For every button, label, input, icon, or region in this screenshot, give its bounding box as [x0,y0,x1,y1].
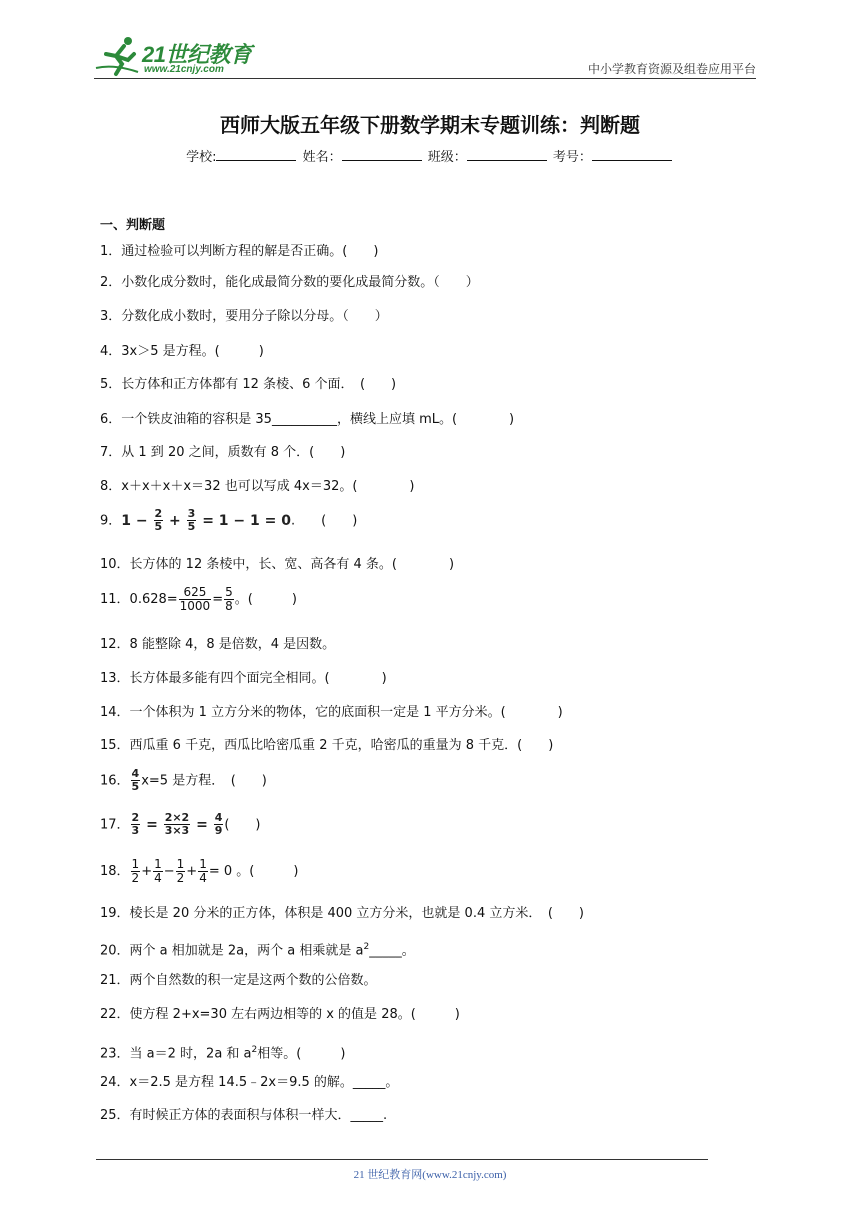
question-1: 1．通过检验可以判断方程的解是否正确。( ) [100,244,379,259]
question-2: 2．小数化成分数时，能化成最简分数的要化成最简分数。（ ） [100,275,479,290]
math-operator: + [186,864,198,879]
logo-url: www.21cnjy.com [144,64,224,75]
math-expression [130,767,142,793]
question-19: 19．棱长是 20 分米的正方体，体积是 400 立方分米，也就是 0.4 立方米． ( ) [100,906,585,921]
denominator: 8 [225,599,233,613]
name-label: 姓名： [302,150,342,165]
question-16 [100,768,267,793]
math-operator: − [163,864,175,879]
fraction [164,812,191,837]
fraction [176,858,186,885]
section-title: 一、判断题 [100,218,166,233]
denominator: 2 [131,871,140,885]
exam-label: 考号： [552,150,592,165]
page-header [94,34,756,78]
student-info [0,146,860,165]
question-18 [100,858,298,885]
question-number: 18． [100,864,130,879]
numerator: 1 [199,857,207,871]
math-expression [130,811,225,837]
question-15: 15．西瓜重 6 千克，西瓜比哈密瓜重 2 千克，哈密瓜的重量为 8 千克．( ) [100,738,554,753]
math-operator: = [212,592,224,607]
class-label: 班级： [427,150,467,165]
question-text: 23．当 a＝2 时，2a 和 a [100,1046,252,1062]
platform-label: 中小学教育资源及组卷应用平台 [587,62,756,76]
question-23 [100,1041,345,1063]
question-22: 22．使方程 2+x=30 左右两边相等的 x 的值是 28。( ) [100,1007,460,1022]
math-operator: = [146,816,158,833]
header-divider [94,78,756,79]
numerator: 2 [154,507,163,520]
numerator: 1 [154,857,162,871]
fraction [131,768,141,793]
fraction [131,812,141,837]
question-tail: 。( ) [234,592,297,607]
question-tail: _____。 [369,943,415,959]
math-term: 1 − [121,512,148,529]
fraction [179,586,212,613]
superscript: 2 [251,1045,258,1055]
denominator: 3 [131,824,140,837]
footer-divider [96,1159,708,1160]
numerator: 5 [225,585,233,599]
question-13: 13．长方体最多能有四个面完全相同。( ) [100,671,387,686]
question-5: 5．长方体和正方体都有 12 条棱、6 个面． ( ) [100,377,397,392]
question-tail: = 0 。( ) [208,864,299,879]
denominator: 4 [199,871,207,885]
numerator: 2 [131,811,140,824]
math-operator: + [169,512,181,529]
denominator: 5 [187,520,196,533]
question-number: 16． [100,773,130,789]
numerator: 3 [187,507,196,520]
page-title: 西师大版五年级下册数学期末专题训练：判断题 [220,113,640,137]
question-text: 11．0.628= [100,592,178,607]
denominator: 5 [154,520,163,533]
question-tail: . ( ) [290,513,358,529]
math-expression [121,507,291,533]
question-number: 9． [100,513,122,529]
runner-logo-icon [94,34,142,78]
numerator: 625 [179,586,212,600]
school-label: 学校: [186,150,217,165]
denominator: 4 [154,871,162,885]
denominator: 5 [131,780,140,793]
fraction [198,858,208,885]
class-blank[interactable] [467,148,547,161]
question-number: 17． [100,817,130,833]
logo [94,34,264,78]
numerator: 4 [131,767,140,780]
question-12: 12．8 能整除 4，8 是倍数，4 是因数。 [100,637,336,652]
question-20 [100,938,415,960]
question-3: 3．分数化成小数时，要用分子除以分母。（ ） [100,309,388,324]
question-4: 4．3x＞5 是方程。( ) [100,344,264,359]
question-9 [100,508,357,533]
question-6: 6．一个铁皮油箱的容积是 35__________，横线上应填 mL。( ) [100,412,515,427]
question-text: 20．两个 a 相加就是 2a，两个 a 相乘就是 a [100,943,364,959]
question-25: 25．有时候正方体的表面积与体积一样大．_____. [100,1108,388,1123]
question-tail: x=5 是方程． ( ) [141,773,267,789]
fraction [214,812,224,837]
denominator: 9 [214,824,223,837]
school-blank[interactable] [216,148,296,161]
denominator: 2 [176,871,185,885]
question-21: 21．两个自然数的积一定是这两个数的公倍数。 [100,973,377,988]
superscript: 2 [363,942,370,952]
denominator: 1000 [179,599,211,613]
question-14: 14．一个体积为 1 立方分米的物体，它的底面积一定是 1 平方分米。( ) [100,705,563,720]
numerator: 2×2 [164,811,190,824]
denominator: 3×3 [164,824,190,837]
math-term: = 1 − 1 = 0 [202,512,291,529]
exam-blank[interactable] [592,148,672,161]
question-7: 7．从 1 到 20 之间，质数有 8 个．( ) [100,445,346,460]
logo-text: 21世纪教育 [142,42,252,67]
numerator: 1 [176,857,185,871]
question-10: 10．长方体的 12 条棱中，长、宽、高各有 4 条。( ) [100,557,455,572]
footer-link[interactable]: 21 世纪教育网(www.21cnjy.com) [353,1169,507,1181]
question-24: 24．x＝2.5 是方程 14.5﹣2x＝9.5 的解。_____。 [100,1075,399,1090]
question-11 [100,586,297,613]
fraction [224,586,234,613]
numerator: 1 [131,857,140,871]
math-operator: = [196,816,208,833]
question-tail: 相等。( ) [257,1046,346,1062]
name-blank[interactable] [342,148,422,161]
fraction [131,858,141,885]
fraction [187,508,197,533]
question-17 [100,812,261,837]
numerator: 4 [214,811,223,824]
fraction [153,858,163,885]
question-tail: ( ) [224,817,261,833]
question-8: 8．x＋x＋x＋x＝32 也可以写成 4x＝32。( ) [100,479,415,494]
math-operator: + [141,864,153,879]
fraction [154,508,164,533]
